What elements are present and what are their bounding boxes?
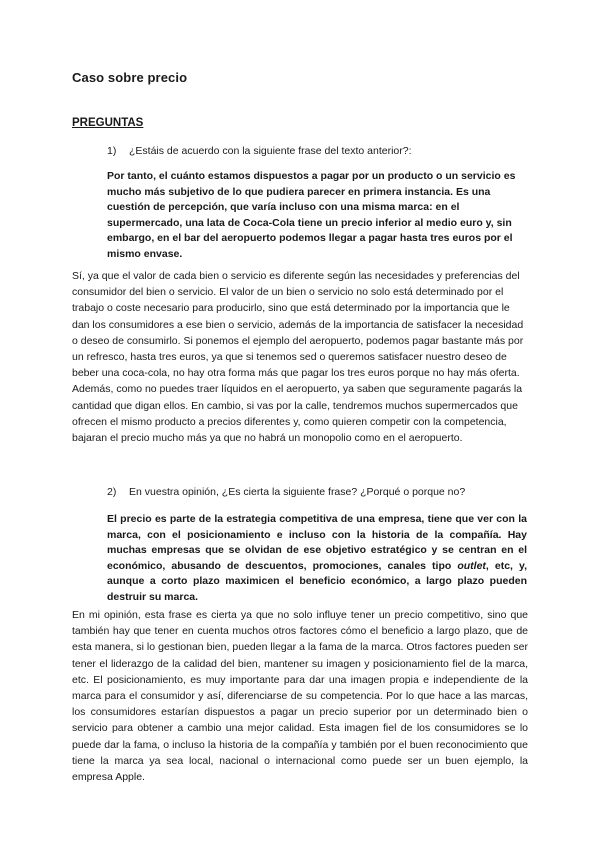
- question-2-text: En vuestra opinión, ¿Es cierta la siguiente frase? ¿Porqué o porque no?: [129, 486, 466, 498]
- question-1-quote: Por tanto, el cuánto estamos dispuestos a pagar por un producto o un servicio es mucho más subjetivo de lo que pudiera parecer en primera instancia. Es una cuestión de percepción, que varía incluso con una misma marca: en el supermercado, una lata de Coca-Cola tiene un precio inferior al medio euro y, sin embargo, en el bar del aeropuerto podemos llegar a pagar hasta tres euros por el mismo envase.: [107, 170, 516, 260]
- question-2-quote-start: El precio es parte de la estrategia competitiva de una empresa, tiene que ver con la marca, con el posicionamiento e incluso con la historia de la compañía. Hay muchas empresas que se olvidan de ese objetivo estratégico y se centran en el económico, abusando de descuentos, promociones, canales tipo: [107, 513, 527, 572]
- document-title: Caso sobre precio: [72, 70, 188, 85]
- answer-1-paragraph: Sí, ya que el valor de cada bien o servicio es diferente según las necesidades y preferencias del consumidor del bien o servicio. El valor de un bien o servicio no solo está determinado por el trabajo o coste necesario para producirlo, sino que está determinado por la importancia que le dan los consumidores a ese bien o servicio, además de la importancia de satisfacer la necesidad o deseo de consumirlo. Si ponemos el ejemplo del aeropuerto, podemos pagar bastante más por un refresco, hasta tres euros, ya que si tenemos sed o queremos satisfacer nuestro deseo de beber una coca-cola, no hay otra forma más que pagar los tres euros porque no hay más oferta. Además, como no puedes traer líquidos en el aeropuerto, ya saben que seguramente pagarás la cantidad que digan ellos. En cambio, si vas por la calle, tendremos muchos supermercados que ofrecen el mismo producto a precios diferentes y, como quieren competir con la competencia, bajaran el precio mucho más ya que no habrá un monopolio como en el aeropuerto.: [72, 270, 524, 445]
- question-1-text: ¿Estáis de acuerdo con la siguiente frase del texto anterior?:: [129, 145, 412, 157]
- question-2-quote: [107, 512, 527, 606]
- question-2-number: 2): [107, 486, 117, 498]
- question-2-quote-italic: outlet: [457, 559, 486, 572]
- section-heading: PREGUNTAS: [72, 117, 144, 129]
- question-2: [107, 486, 465, 498]
- question-2-quote-end: , etc, y, aunque a corto plazo maximicen el beneficio económico, a largo plazo pueden destruir su marca.: [107, 559, 527, 603]
- answer-2-paragraph: En mi opinión, esta frase es cierta ya que no solo influye tener un precio competitivo, sino que también hay que tener en cuenta muchos otros factores cómo el beneficio a largo plazo, que de esta manera, si lo gestionan bien, pueden llegar a la fama de la marca. Otros factores pueden ser tener el liderazgo de la calidad del bien, mantener su imagen y posicionamiento fiel de la marca, etc. El posicionamiento, es muy importante para dar una imagen propia e independiente de la marca para el consumidor y así, diferenciarse de su competencia. Por lo que hace a las marcas, los consumidores estarían dispuestos a pagar un precio superior por un determinado bien o servicio para obtener a cambio una mejor calidad. Esta imagen fiel de los consumidores se lo puede dar la fama, o incluso la historia de la compañía y también por el buen reconocimiento que tiene la marca ya sea local, nacional o internacional como puede ser un buen ejemplo, la empresa Apple.: [72, 609, 528, 784]
- question-1-number: 1): [107, 145, 117, 157]
- question-1: [107, 145, 412, 157]
